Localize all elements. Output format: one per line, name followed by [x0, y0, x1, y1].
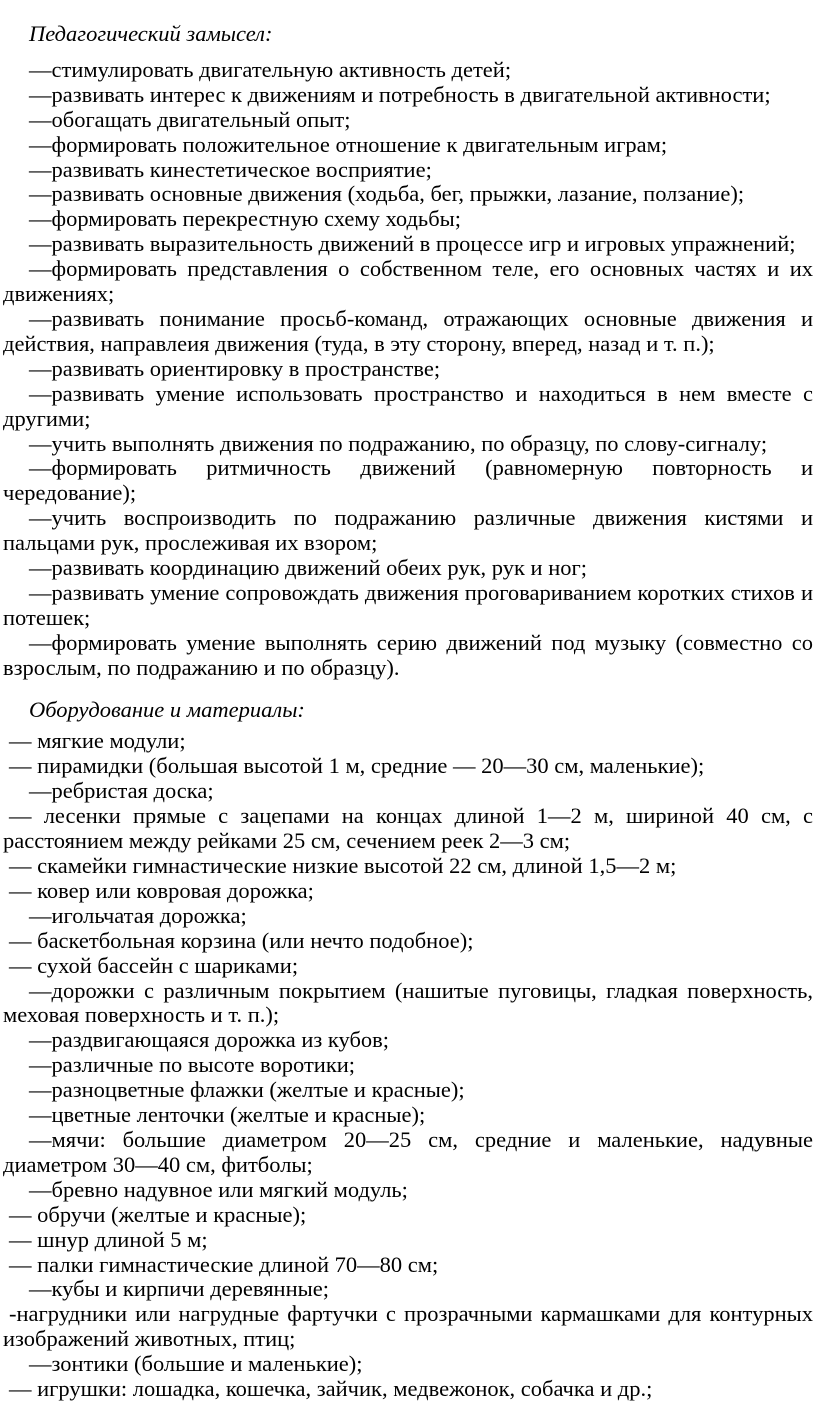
material-item: -нагрудники или нагрудные фартучки с прозрачными кармашками для контурных изображений животных, птиц;	[3, 1301, 813, 1352]
goal-item: —развивать умение сопровождать движения проговариванием коротких стихов и потешек;	[3, 579, 813, 630]
goal-item: —формировать умение выполнять серию движений под музыку (совместно со взрослым, по подражанию и по образцу).	[3, 629, 813, 680]
goal-item: —учить воспроизводить по подражанию различные движения кистями и пальцами рук, прослеживая их взором;	[3, 505, 813, 556]
equipment-materials-list	[3, 729, 813, 1401]
material-item: — палки гимнастические длиной 70—80 см;	[9, 1251, 439, 1277]
material-item: —различные по высоте воротики;	[29, 1052, 356, 1078]
goal-item: —стимулировать двигательную активность детей;	[29, 56, 512, 82]
goal-item: —формировать перекрестную схему ходьбы;	[29, 206, 462, 232]
goal-item: —развивать интерес к движениям и потребность в двигательной активности;	[29, 81, 771, 107]
material-item: —разноцветные флажки (желтые и красные);	[29, 1077, 465, 1103]
material-item: —бревно надувное или мягкий модуль;	[29, 1176, 408, 1202]
goal-item: —развивать основные движения (ходьба, бег, прыжки, лазание, ползание);	[29, 181, 745, 207]
material-item: — игрушки: лошадка, кошечка, зайчик, медвежонок, собачка и др.;	[9, 1376, 653, 1402]
goal-item: —развивать координацию движений обеих рук, рук и ног;	[29, 555, 587, 581]
pedagogical-goals-heading: Педагогический замысел:	[29, 21, 273, 46]
material-item: — пирамидки (большая высотой 1 м, средние — 20—30 см, маленькие);	[9, 753, 705, 779]
material-item: —дорожки с различным покрытием (нашитые пуговицы, гладкая поверхность, меховая поверхность и т. п.);	[3, 977, 813, 1028]
goal-item: —формировать положительное отношение к двигательным играм;	[29, 131, 668, 157]
material-item: — скамейки гимнастические низкие высотой 22 см, длиной 1,5—2 м;	[9, 853, 677, 878]
pedagogical-goals-list	[3, 58, 813, 681]
equipment-materials-heading: Оборудование и материалы:	[29, 696, 305, 722]
goal-item: —формировать ритмичность движений (равномерную повторность и чередование);	[3, 455, 813, 506]
material-item: —раздвигающаяся дорожка из кубов;	[29, 1027, 390, 1053]
material-item: — лесенки прямые с зацепами на концах длиной 1—2 м, шириной 40 см, с расстоянием между рейками 25 см, сечением реек 2—3 см;	[3, 803, 813, 854]
material-item: — сухой бассейн с шариками;	[9, 952, 299, 978]
goal-item: —формировать представления о собственном теле, его основных частях и их движениях;	[3, 256, 813, 307]
goal-item: —учить выполнять движения по подражанию, по образцу, по слову-сигналу;	[29, 430, 768, 456]
material-item: —ребристая доска;	[29, 778, 214, 804]
material-item: — ковер или ковровая дорожка;	[9, 877, 314, 903]
goal-item: —развивать умение использовать пространство и находиться в нем вместе с другими;	[3, 380, 813, 431]
document-page	[3, 22, 813, 1402]
material-item: —мячи: большие диаметром 20—25 см, средние и маленькие, надувные диаметром 30—40 см, фитболы;	[3, 1126, 813, 1177]
goal-item: —обогащать двигательный опыт;	[29, 106, 351, 132]
material-item: —зонтики (большие и маленькие);	[29, 1351, 363, 1377]
goal-item: —развивать понимание просьб-команд, отражающих основные движения и действия, направлеия движения (туда, в эту сторону, вперед, назад и т. п.);	[3, 305, 813, 356]
goal-item: —развивать выразительность движений в процессе игр и игровых упражнений;	[29, 231, 796, 257]
material-item: —кубы и кирпичи деревянные;	[29, 1276, 329, 1302]
material-item: — шнур длиной 5 м;	[9, 1226, 208, 1252]
material-item: —цветные ленточки (желтые и красные);	[29, 1102, 426, 1128]
material-item: — обручи (желтые и красные);	[9, 1201, 307, 1227]
material-item: — мягкие модули;	[9, 728, 186, 754]
goal-item: —развивать кинестетическое восприятие;	[29, 156, 432, 182]
material-item: — баскетбольная корзина (или нечто подобное);	[9, 927, 474, 953]
goal-item: —развивать ориентировку в пространстве;	[29, 355, 441, 381]
material-item: —игольчатая дорожка;	[29, 902, 247, 928]
